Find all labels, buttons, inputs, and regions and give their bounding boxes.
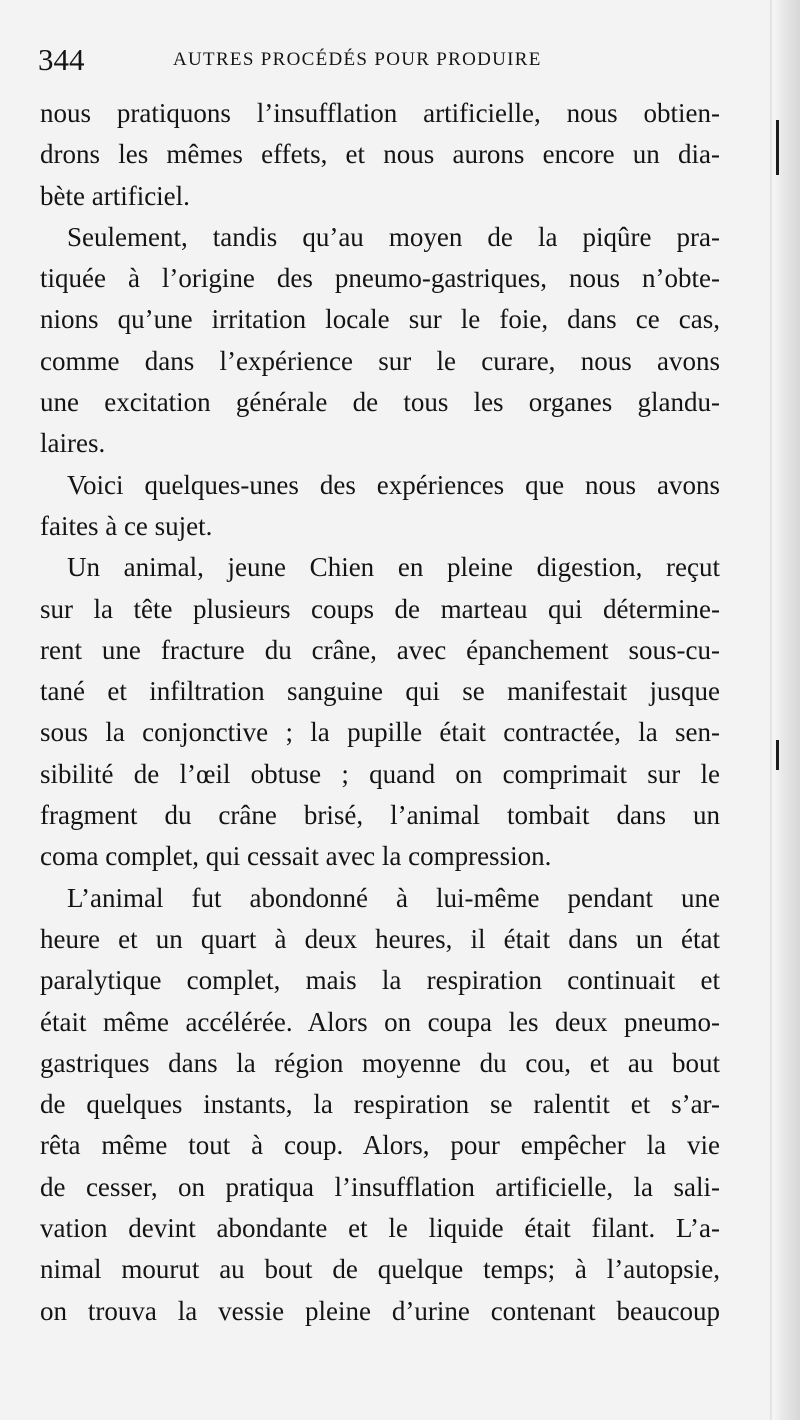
running-head <box>38 38 718 82</box>
text-line: L’animal fut abondonné à lui-même pendant une <box>67 882 720 913</box>
text-line: bète artificiel. <box>40 180 190 211</box>
page-number: 344 <box>38 42 85 77</box>
page-edge-shadow <box>770 0 800 1420</box>
text-line: une excitation générale de tous les organes glandu- <box>40 387 720 418</box>
text-line: sous la conjonctive ; la pupille était contractée, la sen- <box>40 717 720 748</box>
text-line: faites à ce sujet. <box>40 510 213 541</box>
page-edge-line <box>776 740 779 770</box>
text-line: nions qu’une irritation locale sur le foie, dans ce cas, <box>40 304 720 335</box>
text-line: rêta même tout à coup. Alors, pour empêcher la vie <box>40 1130 720 1161</box>
text-line: était même accélérée. Alors on coupa les deux pneumo- <box>40 1006 720 1037</box>
body-text <box>40 93 720 1332</box>
text-line: laires. <box>40 428 106 459</box>
text-line: de cesser, on pratiqua l’insufflation artificielle, la sali- <box>40 1171 720 1202</box>
text-line: fragment du crâne brisé, l’animal tombait dans un <box>40 800 720 831</box>
page-edge-line <box>776 120 779 175</box>
text-line: nimal mourut au bout de quelque temps; à l’autopsie, <box>40 1254 720 1285</box>
text-line: Voici quelques-unes des expériences que nous avons <box>67 469 720 500</box>
text-line: nous pratiquons l’insufflation artificielle, nous obtien- <box>40 98 720 128</box>
text-line: gastriques dans la région moyenne du cou, et au bout <box>40 1047 720 1078</box>
text-line: drons les mêmes effets, et nous aurons encore un dia- <box>40 139 720 170</box>
text-line: sibilité de l’œil obtuse ; quand on comprimait sur le <box>40 758 720 789</box>
text-line: paralytique complet, mais la respiration continuait et <box>40 965 720 996</box>
text-line: sur la tête plusieurs coups de marteau qui détermine- <box>40 593 720 624</box>
text-line: tiquée à l’origine des pneumo-gastriques, nous n’obte- <box>40 263 720 294</box>
text-line: rent une fracture du crâne, avec épanchement sous-cu- <box>40 634 720 665</box>
text-line: on trouva la vessie pleine d’urine contenant beaucoup <box>40 1295 720 1326</box>
text-line: Seulement, tandis qu’au moyen de la piqûre pra- <box>67 221 720 252</box>
text-line: vation devint abondante et le liquide était filant. L’a- <box>40 1213 720 1244</box>
text-line: de quelques instants, la respiration se ralentit et s’ar- <box>40 1089 720 1120</box>
text-line: comme dans l’expérience sur le curare, nous avons <box>40 345 720 376</box>
text-line: heure et un quart à deux heures, il était dans un état <box>40 923 720 954</box>
running-title: AUTRES PROCÉDÉS POUR PRODUIRE <box>173 49 542 70</box>
text-line: coma complet, qui cessait avec la compression. <box>40 841 552 872</box>
text-line: Un animal, jeune Chien en pleine digestion, reçut <box>67 552 720 583</box>
text-line: tané et infiltration sanguine qui se manifestait jusque <box>40 676 720 707</box>
